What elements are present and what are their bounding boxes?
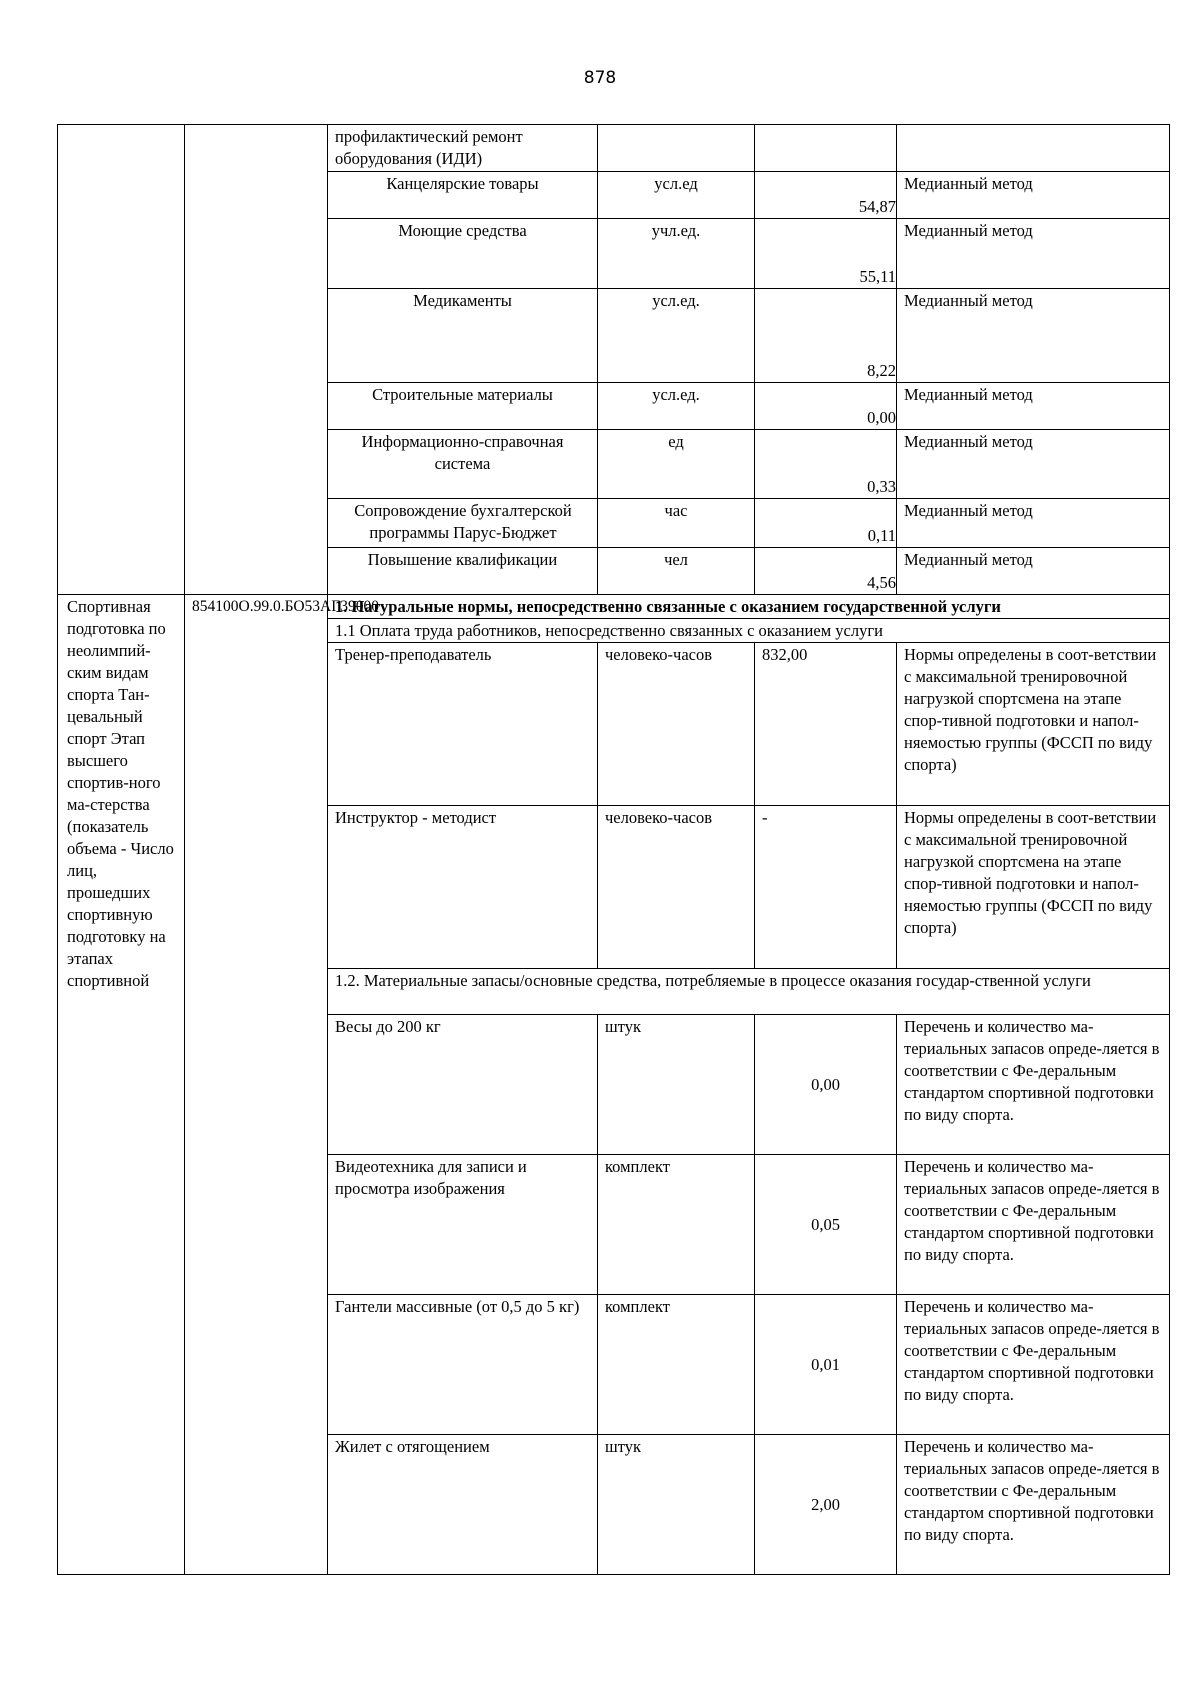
material-method: Перечень и количество ма-териальных запасов опреде-ляется в соответствии с Фе-деральным стандартом спортивной подготовки по виду спорта. [897,1435,1170,1575]
material-method: Перечень и количество ма-териальных запасов опреде-ляется в соответствии с Фе-деральным стандартом спортивной подготовки по виду спорта. [897,1295,1170,1435]
page-number: 878 [583,68,617,88]
material-unit: штук [598,1435,755,1575]
table-row [58,125,1170,172]
item-value: 8,22 [755,289,897,383]
item-unit: усл.ед. [598,289,755,383]
material-name: Весы до 200 кг [328,1015,598,1155]
labor-value: 832,00 [755,643,897,806]
material-value: 0,05 [755,1155,897,1295]
material-value: 0,00 [755,1015,897,1155]
labor-method: Нормы определены в соот-ветствии с максимальной тренировочной нагрузкой спортсмена на этапе спор-тивной подготовки и напол-няемостью группы (ФССП по виду спорта) [897,643,1170,806]
empty-code-cell [185,125,328,595]
labor-unit: человеко-часов [598,643,755,806]
service-description: Спортивная подготовка по неолимпий-ским видам спорта Тан-цевальный спорт Этап высшего спортив-ного ма-стерства (показатель объема - Число лиц, прошедших спортивную подготовку на этапах спортивной [58,595,185,1575]
item-method: Медианный метод [897,172,1170,219]
section-1-header: 1. Натуральные нормы, непосредственно связанные с оказанием государственной услуги [328,595,1170,619]
section-1-2-header: 1.2. Материальные запасы/основные средства, потребляемые в процессе оказания государ-ственной услуги [328,969,1170,1015]
item-unit: усл.ед. [598,383,755,430]
item-name: Канцелярские товары [328,172,598,219]
item-method: Медианный метод [897,383,1170,430]
service-code: 854100О.99.0.БО53АГ39000 [185,595,328,1575]
item-value: 55,11 [755,219,897,289]
material-unit: штук [598,1015,755,1155]
norms-table [57,124,1170,1575]
item-name: Моющие средства [328,219,598,289]
item-value: 54,87 [755,172,897,219]
material-method: Перечень и количество ма-териальных запасов опреде-ляется в соответствии с Фе-деральным стандартом спортивной подготовки по виду спорта. [897,1015,1170,1155]
item-name: Сопровождение бухгалтерской программы Парус-Бюджет [328,499,598,548]
labor-unit: человеко-часов [598,806,755,969]
item-method: Медианный метод [897,289,1170,383]
item-name: Медикаменты [328,289,598,383]
material-unit: комплект [598,1295,755,1435]
empty-description-cell [58,125,185,595]
item-unit [598,125,755,172]
material-name: Гантели массивные (от 0,5 до 5 кг) [328,1295,598,1435]
item-method: Медианный метод [897,499,1170,548]
section-1-1-header: 1.1 Оплата труда работников, непосредственно связанных с оказанием услуги [328,619,1170,643]
item-value [755,125,897,172]
material-unit: комплект [598,1155,755,1295]
labor-name: Тренер-преподаватель [328,643,598,806]
item-method: Медианный метод [897,548,1170,595]
item-method: Медианный метод [897,430,1170,499]
item-unit: учл.ед. [598,219,755,289]
item-method: Медианный метод [897,219,1170,289]
labor-method: Нормы определены в соот-ветствии с максимальной тренировочной нагрузкой спортсмена на этапе спор-тивной подготовки и напол-няемостью группы (ФССП по виду спорта) [897,806,1170,969]
item-method [897,125,1170,172]
material-name: Жилет с отягощением [328,1435,598,1575]
item-name: профилактический ремонт оборудования (ИДИ) [328,125,598,172]
item-name: Информационно-справочная система [328,430,598,499]
item-unit: усл.ед [598,172,755,219]
material-value: 2,00 [755,1435,897,1575]
item-unit: час [598,499,755,548]
item-unit: ед [598,430,755,499]
item-value: 4,56 [755,548,897,595]
section-header-row [58,595,1170,619]
item-value: 0,11 [755,499,897,548]
item-name: Повышение квалификации [328,548,598,595]
material-value: 0,01 [755,1295,897,1435]
item-unit: чел [598,548,755,595]
material-name: Видеотехника для записи и просмотра изображения [328,1155,598,1295]
item-name: Строительные материалы [328,383,598,430]
labor-name: Инструктор - методист [328,806,598,969]
labor-value: - [755,806,897,969]
material-method: Перечень и количество ма-териальных запасов опреде-ляется в соответствии с Фе-деральным стандартом спортивной подготовки по виду спорта. [897,1155,1170,1295]
item-value: 0,00 [755,383,897,430]
item-value: 0,33 [755,430,897,499]
